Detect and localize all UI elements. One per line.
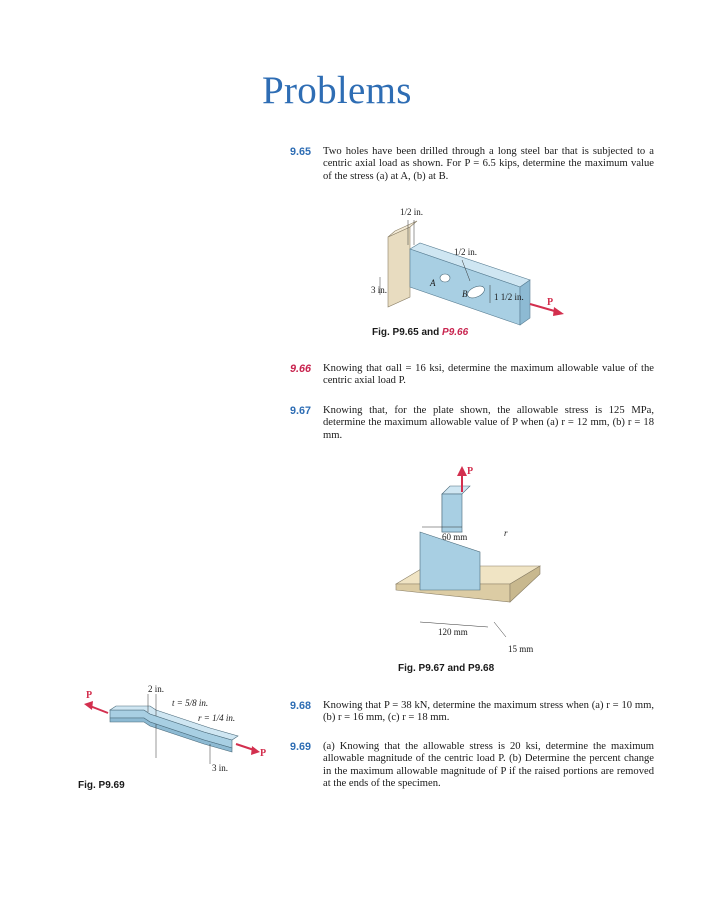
problem-9-69 [290, 741, 654, 791]
problem-number: 9.69 [290, 741, 312, 753]
dim-width-top: 2 in. [148, 684, 165, 694]
wall-support [388, 227, 410, 307]
dim-bottom-width: 120 mm [438, 627, 468, 637]
dim-radius: r = 1/4 in. [198, 713, 236, 723]
load-label-right: P [260, 748, 267, 759]
page-title: Problems [262, 69, 412, 112]
load-arrow-right [236, 744, 254, 750]
dim-width-bottom: 3 in. [212, 763, 229, 773]
dim-height: 3 in. [371, 285, 388, 295]
problem-text: Two holes have been drilled through a long steel bar that is subjected to a centric axial load as shown. For P = 6.5 kips, determine the maximum value of the stress (a) at A, (b) at B. [323, 146, 654, 182]
figure-caption-1: Fig. P9.65 and P9.66 [372, 327, 469, 338]
hole-a [440, 274, 450, 282]
dim-thickness: t = 5/8 in. [172, 698, 209, 708]
figure-p9-67 [390, 462, 570, 662]
load-label: P [467, 466, 474, 477]
load-label: P [547, 297, 554, 308]
problem-number: 9.65 [290, 146, 312, 158]
figure-caption-3: Fig. P9.69 [78, 780, 125, 791]
problem-9-68 [290, 700, 654, 725]
problem-text: Knowing that σall = 16 ksi, determine the maximum allowable value of the centric axial load P. [323, 363, 654, 387]
problem-9-66 [290, 363, 654, 388]
arrow-head-icon [84, 701, 93, 710]
dim-slot: 1 1/2 in. [494, 292, 524, 302]
problem-number: 9.67 [290, 405, 312, 417]
load-label-left: P [86, 690, 93, 701]
figure-p9-69 [80, 684, 280, 784]
figure-caption-2: Fig. P9.67 and P9.68 [398, 663, 495, 674]
problem-number: 9.68 [290, 700, 312, 712]
label-b: B [462, 289, 468, 299]
dim-hole: 1/2 in. [454, 247, 478, 257]
problem-number: 9.66 [290, 363, 312, 375]
label-a: A [430, 278, 436, 288]
dim-offset: 15 mm [508, 644, 534, 654]
arrow-head-icon [251, 746, 260, 755]
arrow-head-icon [553, 307, 564, 316]
label-radius: r [504, 528, 508, 538]
figure-p9-65 [370, 205, 590, 325]
problem-text: (a) Knowing that the allowable stress is 20 ksi, determine the maximum allowable magnitude of the centric load P. (b) Determine the percent change in the maximum allowable magnitude of P if the raised portions are removed at the ends of the specimen. [323, 741, 654, 790]
problem-text: Knowing that, for the plate shown, the allowable stress is 125 MPa, determine the maximum allowable value of P when (a) r = 12 mm, (b) r = 18 mm. [323, 405, 654, 441]
problem-9-67 [290, 405, 654, 442]
problem-text: Knowing that P = 38 kN, determine the maximum stress when (a) r = 10 mm, (b) r = 16 mm, (c) r = 18 mm. [323, 700, 654, 724]
dim-top: 1/2 in. [400, 207, 424, 217]
load-arrow-left [90, 706, 108, 713]
problem-9-65 [290, 146, 654, 183]
arrow-head-icon [457, 466, 467, 476]
dim-top-width: 60 mm [442, 532, 468, 542]
